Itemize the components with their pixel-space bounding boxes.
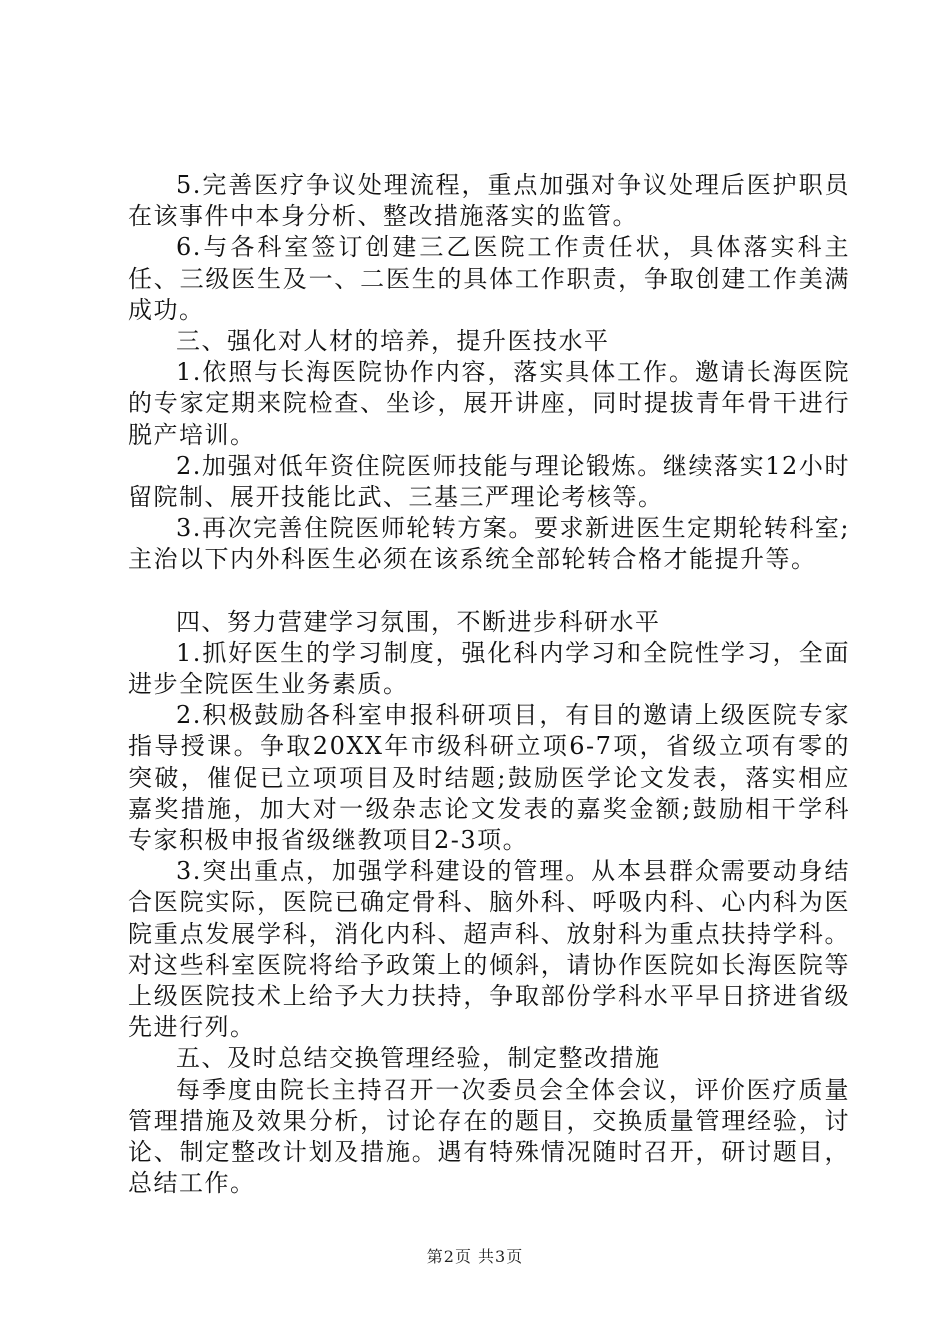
- section-heading-research: 四、努力营建学习氛围，不断进步科研水平: [176, 607, 661, 636]
- paragraph-talent-3: 3.再次完善住院医师轮转方案。要求新进医生定期轮转科室;主治以下内外科医生必须在该系统全部轮转合格才能提升等。: [128, 514, 850, 574]
- section-heading-talent: 三、强化对人材的培养，提升医技水平: [176, 327, 610, 356]
- paragraph-research-3: 3.突出重点，加强学科建设的管理。从本县群众需要动身结合医院实际，医院已确定骨科、脑外科、呼吸内科、心内科为医院重点发展学科，消化内科、超声科、放射科为重点扶持学科。对这些科室医院将给予政策上的倾斜，请协作医院如长海医院等上级医院技术上给予大力扶持，争取部份学科水平早日挤进省级先进行列。: [128, 857, 850, 1042]
- paragraph-item-6-responsibility: 6.与各科室签订创建三乙医院工作责任状，具体落实科主任、三级医生及一、二医生的具体工作职责，争取创建工作美满成功。: [128, 233, 850, 324]
- paragraph-talent-2: 2.加强对低年资住院医师技能与理论锻炼。继续落实12小时留院制、展开技能比武、三基三严理论考核等。: [128, 451, 850, 512]
- paragraph-research-2: 2.积极鼓励各科室申报科研项目，有目的邀请上级医院专家指导授课。争取20XX年市级科研立项6-7项，省级立项有零的突破，催促已立项项目及时结题;鼓励医学论文发表，落实相应嘉奖措施，加大对一级杂志论文发表的嘉奖金额;鼓励相干学科专家积极申报省级继教项目2-3项。: [128, 701, 850, 855]
- paragraph-talent-1: 1.依照与长海医院协作内容，落实具体工作。邀请长海医院的专家定期来院检查、坐诊，展开讲座，同时提拔青年骨干进行脱产培训。: [128, 358, 850, 449]
- section-heading-summary: 五、及时总结交换管理经验，制定整改措施: [176, 1044, 661, 1073]
- paragraph-item-5-dispute: 5.完善医疗争议处理流程，重点加强对争议处理后医护职员在该事件中本身分析、整改措施落实的监管。: [128, 171, 850, 231]
- paragraph-summary: 每季度由院长主持召开一次委员会全体会议，评价医疗质量管理措施及效果分析，讨论存在的题目，交换质量管理经验，讨论、制定整改计划及措施。遇有特殊情况随时召开，研讨题目，总结工作。: [128, 1075, 850, 1198]
- paragraph-research-1: 1.抓好医生的学习制度，强化科内学习和全院性学习，全面进步全院医生业务素质。: [128, 638, 850, 699]
- page-footer: 第2页 共3页: [426, 1247, 524, 1266]
- document-body: [128, 170, 850, 1200]
